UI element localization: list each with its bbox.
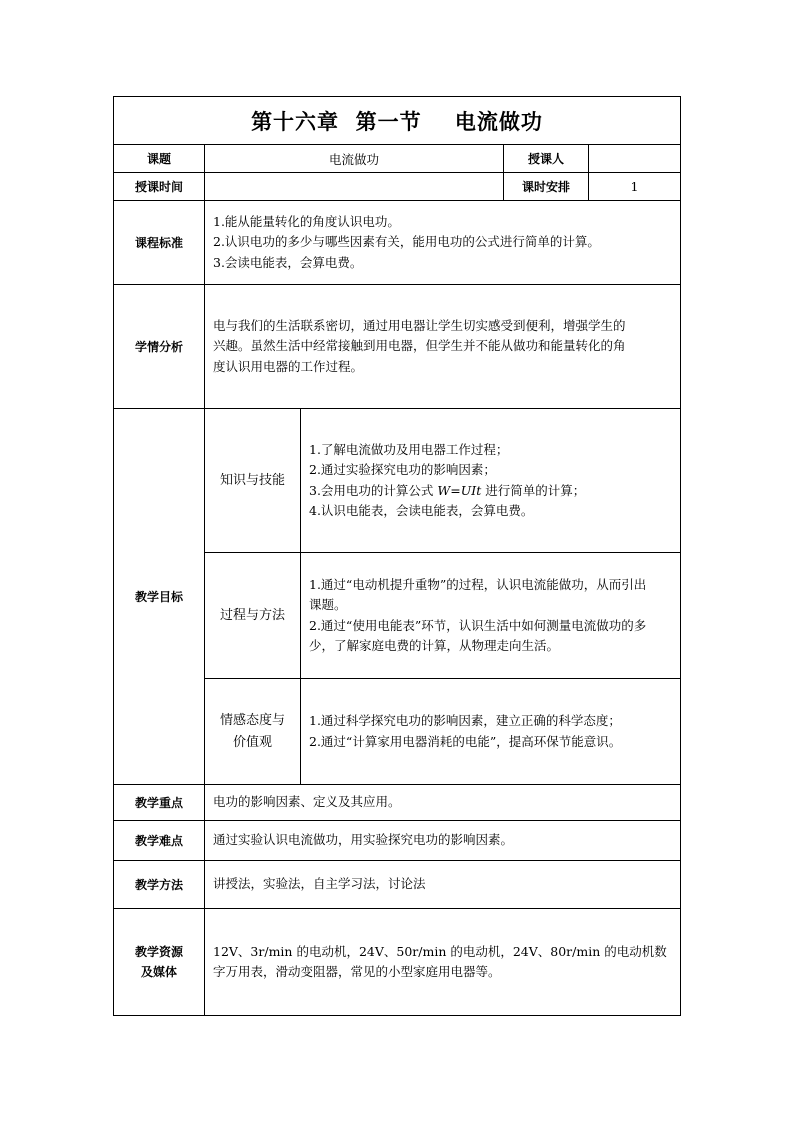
standards-line: 1.能从能量转化的角度认识电功。 bbox=[213, 213, 400, 229]
keypoints-label: 教学重点 bbox=[134, 796, 183, 810]
page-title bbox=[114, 97, 680, 144]
standards-content bbox=[205, 201, 680, 284]
process-label: 过程与方法 bbox=[219, 607, 285, 623]
emotion-line: 1.通过科学探究电功的影响因素，建立正确的科学态度； bbox=[309, 713, 621, 728]
teacher-value bbox=[589, 145, 680, 172]
analysis-line: 度认识用电器的工作过程。 bbox=[213, 358, 364, 374]
resources-line: 字万用表，滑动变阻器，常见的小型家庭用电器等。 bbox=[213, 964, 501, 979]
time-value bbox=[205, 173, 503, 200]
teacher-label: 授课人 bbox=[527, 152, 564, 166]
methods-label: 教学方法 bbox=[134, 878, 183, 892]
hours-value: 1 bbox=[630, 179, 639, 194]
resources-label: 教学资源 及媒体 bbox=[134, 945, 183, 979]
process-line: 1.通过“电动机提升重物”的过程，认识电流能做功，从而引出 bbox=[309, 576, 647, 592]
objectives-label: 教学目标 bbox=[134, 590, 183, 604]
process-line: 少，了解家庭电费的计算，从物理走向生活。 bbox=[309, 638, 560, 653]
time-label: 授课时间 bbox=[134, 180, 183, 194]
knowledge-label: 知识与技能 bbox=[219, 472, 285, 488]
difficulties-label: 教学难点 bbox=[134, 834, 183, 848]
keypoints-content: 电功的影响因素、定义及其应用。 bbox=[213, 794, 401, 810]
table-border-bottom bbox=[113, 1015, 681, 1016]
knowledge-line: 4.认识电能表，会读电能表，会算电费。 bbox=[309, 503, 534, 518]
analysis-label: 学情分析 bbox=[134, 340, 183, 354]
emotion-line: 2.通过“计算家用电器消耗的电能”，提高环保节能意识。 bbox=[309, 733, 622, 749]
knowledge-line: 2.通过实验探究电功的影响因素； bbox=[309, 462, 496, 477]
topic-value: 电流做功 bbox=[328, 151, 379, 167]
formula-text: W=UIt bbox=[437, 482, 482, 498]
analysis-line: 电与我们的生活联系密切，通过用电器让学生切实感受到便利，增强学生的 bbox=[213, 317, 626, 333]
hours-label: 课时安排 bbox=[521, 180, 570, 194]
process-line: 2.通过“使用电能表”环节，认识生活中如何测量电流做功的多 bbox=[309, 617, 647, 633]
process-line: 课题。 bbox=[309, 597, 347, 612]
emotion-content bbox=[301, 679, 680, 784]
difficulties-content: 通过实验认识电流做功，用实验探究电功的影响因素。 bbox=[213, 832, 514, 848]
knowledge-line: 1.了解电流做功及用电器工作过程； bbox=[309, 441, 509, 457]
standards-line: 2.认识电功的多少与哪些因素有关，能用电功的公式进行简单的计算。 bbox=[213, 234, 600, 250]
process-content bbox=[301, 553, 680, 678]
standards-line: 3.会读电能表，会算电费。 bbox=[213, 254, 363, 270]
analysis-line: 兴趣。虽然生活中经常接触到用电器，但学生并不能从做功和能量转化的角 bbox=[213, 338, 626, 354]
knowledge-line: 3.会用电功的计算公式 W=UIt 进行简单的计算； bbox=[309, 482, 586, 498]
emotion-label: 情感态度与 价值观 bbox=[219, 712, 285, 750]
page-title-text: 第十六章 第一节 电流做功 bbox=[251, 108, 543, 134]
resources-line: 12V、3r/min 的电动机，24V、50r/min 的电动机，24V、80r/min 的电动机数 bbox=[213, 943, 667, 959]
analysis-content bbox=[205, 285, 680, 408]
methods-content: 讲授法，实验法，自主学习法，讨论法 bbox=[213, 876, 426, 892]
topic-label: 课题 bbox=[146, 152, 171, 166]
standards-label: 课程标准 bbox=[134, 236, 183, 250]
resources-content bbox=[205, 909, 680, 1015]
table-border-right bbox=[680, 96, 681, 1016]
knowledge-content bbox=[301, 409, 680, 552]
